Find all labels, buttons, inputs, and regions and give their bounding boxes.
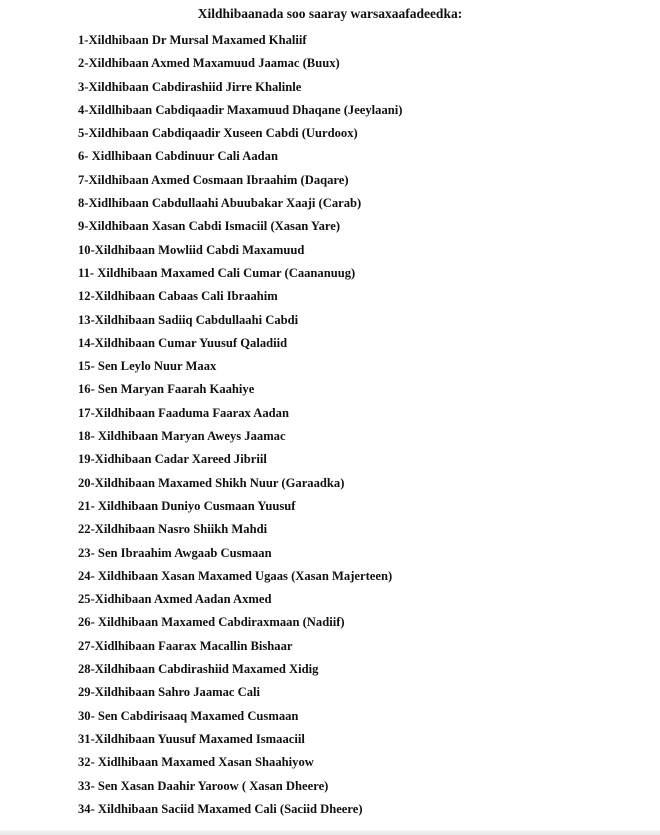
list-item: 9-Xildhibaan Xasan Cabdi Ismaciil (Xasan Yare): [78, 219, 341, 234]
list-item: 23- Sen Ibraahim Awgaab Cusmaan: [78, 545, 272, 560]
list-item: 5-Xildhibaan Cabdiqaadir Xuseen Cabdi (Uurdoox): [78, 126, 358, 141]
list-item: 15- Sen Leylo Nuur Maax: [78, 359, 217, 374]
list-item: 7-Xildhibaan Axmed Cosmaan Ibraahim (Daqare): [78, 172, 349, 187]
list-item: 3-Xildhibaan Cabdirashiid Jirre Khalinle: [78, 79, 302, 94]
list-item: 14-Xildhibaan Cumar Yuusuf Qaladiid: [78, 335, 288, 350]
list-item: 6- Xidlhibaan Cabdinuur Cali Aadan: [78, 149, 278, 164]
list-item: 4-Xildlhibaan Cabdiqaadir Maxamuud Dhaqane (Jeeylaani): [78, 102, 403, 117]
list-item: 16- Sen Maryan Faarah Kaahiye: [78, 382, 255, 397]
list-item: 11- Xildhibaan Maxamed Cali Cumar (Caananuug): [78, 265, 356, 280]
list-item: 1-Xildhibaan Dr Mursal Maxamed Khaliif: [78, 33, 307, 47]
list-item: 27-Xidlhibaan Faarax Macallin Bishaar: [78, 638, 293, 653]
list-item: 28-Xildhibaan Cabdirashiid Maxamed Xidig: [78, 662, 319, 677]
list-item: 12-Xildhibaan Cabaas Cali Ibraahim: [78, 289, 278, 304]
list-item: 30- Sen Cabdirisaaq Maxamed Cusmaan: [78, 708, 299, 723]
list-item: 26- Xildhibaan Maxamed Cabdiraxmaan (Nadiif): [78, 615, 345, 630]
list-item: 25-Xidhibaan Axmed Aadan Axmed: [78, 592, 272, 607]
list-item: 2-Xildhibaan Axmed Maxamuud Jaamac (Buux): [78, 56, 340, 71]
page-bottom-edge: [0, 830, 660, 835]
list-item: 19-Xidhibaan Cadar Xareed Jibriil: [78, 452, 267, 467]
list-item: 13-Xildhibaan Sadiiq Cabdullaahi Cabdi: [78, 312, 299, 327]
list-item: 20-Xildhibaan Maxamed Shikh Nuur (Garaadka): [78, 475, 345, 490]
list-item: 31-Xildhibaan Yuusuf Maxamed Ismaaciil: [78, 731, 305, 746]
list-item: 24- Xildhibaan Xasan Maxamed Ugaas (Xasan Majerteen): [78, 568, 393, 583]
list-item: 34- Xildhibaan Saciid Maxamed Cali (Saciid Dheere): [78, 801, 363, 816]
list-item: 22-Xildhibaan Nasro Shiikh Mahdi: [78, 522, 268, 537]
document-title: Xildhibaanada soo saaray warsaxaafadeedka:: [197, 6, 463, 21]
list-item: 10-Xildhibaan Mowliid Cabdi Maxamuud: [78, 242, 305, 257]
list-item: 17-Xildhibaan Faaduma Faarax Aadan: [78, 405, 289, 420]
list-item: 29-Xildhibaan Sahro Jaamac Cali: [78, 685, 261, 700]
list-item: 8-Xidlhibaan Cabdullaahi Abuubakar Xaaji (Carab): [78, 196, 362, 211]
list-item: 18- Xildhibaan Maryan Aweys Jaamac: [78, 429, 286, 444]
list-item: 33- Sen Xasan Daahir Yaroow ( Xasan Dheere): [78, 778, 329, 793]
list-item: 21- Xildhibaan Duniyo Cusmaan Yuusuf: [78, 498, 296, 513]
member-list: [78, 32, 402, 824]
list-item: 32- Xidlhibaan Maxamed Xasan Shaahiyow: [78, 755, 314, 770]
